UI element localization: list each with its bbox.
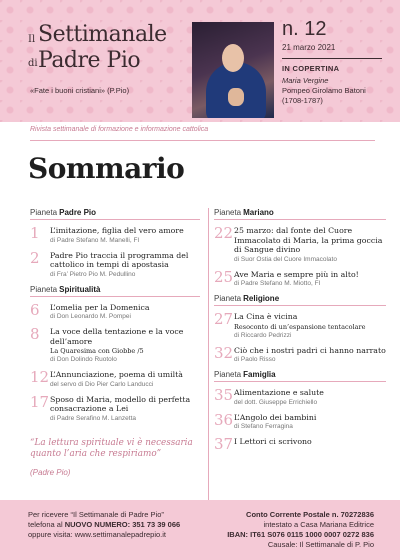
entry-author: di Suor Ostia del Cuore Immacolato [234, 255, 337, 263]
page-number: 35 [214, 386, 234, 404]
masthead-il: Il [28, 34, 36, 45]
quote-author: (Padre Pio) [30, 468, 71, 477]
toc-entry[interactable] [214, 388, 386, 407]
entry-title: I Lettori ci scrivono [234, 437, 312, 446]
page-number: 36 [214, 410, 234, 429]
section-prefix: Pianeta [214, 208, 242, 217]
section-header [214, 208, 386, 220]
masthead-padre-pio: Padre Pio [38, 48, 141, 73]
entry-author: di Padre Serafino M. Lanzetta [50, 414, 136, 422]
masthead-motto: «Fate i buoni cristiani» (P.Pio) [30, 86, 130, 95]
toc-entry[interactable] [214, 226, 386, 264]
toc-entry[interactable] [214, 343, 386, 365]
left-column [30, 208, 200, 429]
section-prefix: Pianeta [30, 284, 58, 294]
entry-author: di Stefano Ferragina [234, 423, 293, 430]
page-number: 8 [30, 325, 40, 343]
toc-entry[interactable] [214, 410, 386, 432]
toc-entry[interactable] [214, 267, 386, 289]
toc-entry[interactable] [30, 248, 200, 279]
toc-entry[interactable] [30, 327, 200, 364]
entry-author: di Padre Stefano M. Manelli, FI [50, 236, 140, 244]
tagline: Rivista settimanale di formazione e informazione cattolica [30, 126, 209, 133]
page-number: 6 [30, 300, 40, 319]
masthead-settimanale: Settimanale [38, 22, 167, 47]
entry-title: Ave Maria e sempre più in alto! [234, 269, 359, 279]
page-number: 25 [214, 267, 234, 286]
page-number: 22 [214, 224, 234, 242]
page-number: 1 [30, 224, 40, 242]
subscription-info [28, 510, 180, 540]
payment-reason: Causale: Il Settimanale di P. Pio [267, 540, 374, 549]
entry-author: di Don Leonardo M. Pompei [50, 313, 131, 320]
website-line[interactable]: oppure visita: www.settimanalepadrepio.it [28, 530, 166, 539]
page-title: Sommario [28, 152, 185, 185]
entry-author: di Paolo Risso [234, 356, 276, 363]
quote-text: “La lettura spirituale vi è necessaria quanto l’aria che respiriamo” [30, 438, 193, 459]
page-number: 37 [214, 435, 234, 453]
issue-date: 21 marzo 2021 [282, 43, 336, 52]
section-header [30, 208, 200, 220]
subscription-line-2 [28, 520, 180, 530]
header-band [0, 0, 400, 122]
toc-entry[interactable] [30, 392, 200, 423]
cover-author: Pompeo Girolamo Batoni [282, 86, 366, 95]
issue-number: n. 12 [282, 18, 327, 40]
section-name: Padre Pio [59, 208, 97, 217]
payment-info [227, 510, 374, 550]
toc-entry[interactable] [214, 437, 386, 452]
entry-title: La Cina è vicina [234, 312, 298, 321]
painting-face [222, 44, 244, 72]
section-header [214, 370, 386, 382]
phone-prefix: telefona al [28, 520, 63, 529]
entry-title: L’imitazione, figlia del vero amore [50, 226, 184, 235]
right-column [214, 208, 386, 458]
entry-subtitle: Resoconto di un’espansione tentacolare [234, 322, 366, 331]
entry-author: del servo di Dio Pier Carlo Landucci [50, 380, 154, 388]
entry-title: L’omelia per la Domenica [50, 302, 150, 312]
toc-entry[interactable] [30, 300, 200, 322]
entry-title: La voce della tentazione e la voce dell’amore [50, 327, 184, 346]
painting-hands [228, 88, 244, 106]
cover-painting-image [192, 22, 274, 118]
page-number: 12 [30, 368, 50, 386]
page-number: 27 [214, 310, 234, 328]
tagline-divider [30, 140, 375, 141]
entry-title: Ciò che i nostri padri ci hanno narrato [234, 345, 386, 355]
section-prefix: Pianeta [214, 370, 242, 379]
entry-subtitle: La Quaresima con Giobbe /5 [50, 347, 144, 355]
cover-years: (1708-1787) [282, 96, 323, 105]
column-divider [208, 208, 209, 508]
issue-divider [282, 58, 382, 59]
masthead-di: di [28, 58, 38, 69]
toc-entry[interactable] [30, 370, 200, 389]
iban: IBAN: IT61 S076 0115 1000 0007 0272 836 [227, 530, 374, 539]
section-name: Spiritualità [59, 284, 101, 294]
section-name: Famiglia [243, 370, 276, 379]
subscription-line-1: Per ricevere “Il Settimanale di Padre Pio” [28, 510, 164, 519]
section-prefix: Pianeta [214, 294, 242, 303]
section-name: Mariano [243, 208, 274, 217]
section-header [214, 294, 386, 306]
footer [0, 500, 400, 560]
entry-author: di Fra’ Pietro Pio M. Pedullino [50, 270, 136, 278]
entry-title: L’Annunciazione, poema di umiltà [50, 370, 183, 379]
page-number: 2 [30, 248, 40, 267]
section-header [30, 285, 200, 297]
section-prefix: Pianeta [30, 208, 58, 217]
page-number: 32 [214, 343, 234, 362]
section-name: Religione [243, 294, 280, 303]
in-copertina-label: IN COPERTINA [282, 64, 340, 73]
entry-author: di Riccardo Pedrizzi [234, 331, 292, 339]
entry-title: Sposo di Maria, modello di perfetta consacrazione a Lei [50, 394, 191, 413]
issue-info [282, 18, 394, 106]
toc-entry[interactable] [214, 312, 386, 340]
entry-author: del dott. Giuseppe Errichiello [234, 398, 318, 406]
phone-number[interactable]: NUOVO NUMERO: 351 73 39 066 [64, 520, 181, 529]
entry-author: di Don Dolindo Ruotolo [50, 356, 117, 363]
postal-account: Conto Corrente Postale n. 70272836 [246, 510, 374, 519]
entry-title: Padre Pio traccia il programma del cattolico in tempi di apostasia [50, 250, 189, 269]
page-number: 17 [30, 392, 50, 411]
entry-title: L’Angolo dei bambini [234, 412, 317, 422]
entry-title: Alimentazione e salute [234, 388, 324, 397]
entry-title: 25 marzo: dal fonte del Cuore Immacolato di Maria, la prima goccia di Sangue divino [234, 226, 383, 254]
account-holder: intestato a Casa Mariana Editrice [263, 520, 374, 529]
entry-author: di Padre Stefano M. Miotto, FI [234, 280, 321, 287]
cover-title: Maria Vergine [282, 76, 329, 85]
toc-entry[interactable] [30, 226, 200, 245]
